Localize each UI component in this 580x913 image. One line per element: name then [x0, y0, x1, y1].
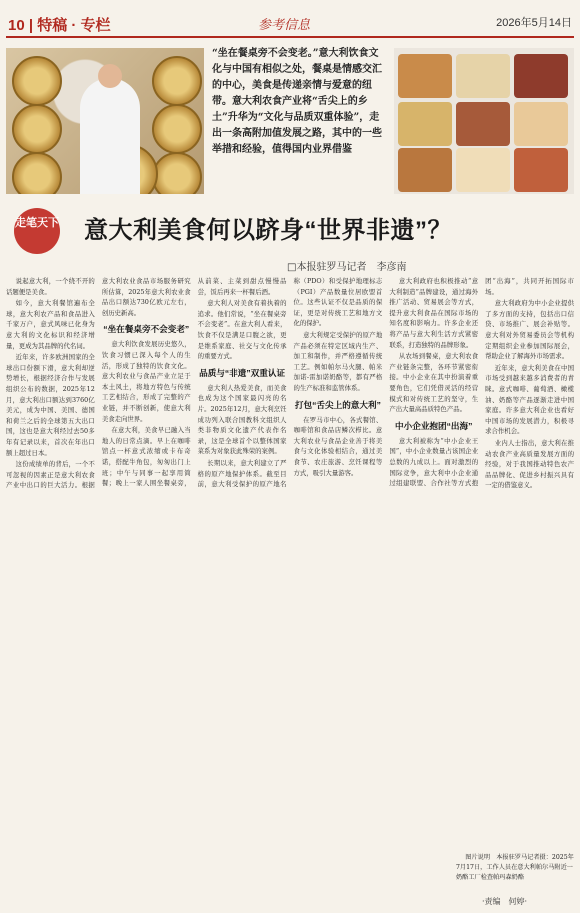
article-paragraph: 意大利人对美食有着执着的追求。他们常说，“坐在餐桌旁不会变老”。在意大利人看来，饮食不仅是满足口腹之欲，更是维系家庭、社交与文化传承的重要方式。 — [197, 299, 287, 361]
page-header — [0, 0, 580, 44]
page-section-label: 10 | 特稿 · 专栏 — [8, 17, 111, 34]
food-display-photo — [394, 48, 574, 194]
photo-caption: 图片说明 本报驻罗马记者摄：2025年7月17日，工作人员在意大利帕尔马附近一奶酪工厂检查帕玛森奶酪 — [456, 854, 574, 881]
section-heading: 打包“舌尖上的意大利” — [294, 399, 381, 410]
article-paragraph: 说起意大利，一个绕不开的话题便是美食。 — [6, 277, 95, 296]
article-paragraph: 长期以来，意大利建立了严格的原产地保护体系。截至目前，意大利受保护的原产地名称（PDO）和受保护地理标志（PGI）产品数量位居欧盟首位。这些认证不仅是品质的保证，更是对传统工艺和地方文化的保护。 — [197, 277, 383, 489]
byline: □本报驻罗马记者 李彦南 — [287, 262, 407, 273]
article-paragraph: 近年来，许多欧洲国家的全球出口份额下滑，意大利却逆势增长，根据经济合作与发展组织公布的数据，2025年12月，意大利出口额达到3760亿美元，成为中国、美国、德国和荷兰之后的全球第五大出口国，这也是意大利经过去50多年有记录以来，首次在年出口额上超过日本。 — [6, 353, 95, 457]
article-body — [6, 276, 574, 851]
article-paragraph: 意大利饮食发展历史悠久，饮食习惯已深入每个人的生活，形成了独特的饮食文化。意大利农业与食品产业立足于本土风土，将地方特色与传统工艺相结合，形成了完整的产业链，并不断创新，使意大利美食走向世界。 — [101, 340, 191, 423]
article-paragraph: 近年来，意大利美食在中国市场受到越来越多消费者的青睐。意式咖啡、葡萄酒、橄榄油、奶酪等产品逐渐走进中国家庭。许多意大利企业也看好中国市场的发展潜力，积极寻求合作机会。 — [485, 363, 574, 436]
headline: 意大利美食何以跻身“世界非遗”？ — [84, 217, 452, 244]
article-paragraph: 意大利政府也积极推动“意大利制造”品牌建设，通过海外推广活动、贸易展会等方式，提升意大利食品在国际市场的知名度和影响力。许多企业还将产品与意大利生活方式紧密联系，打造独特的品牌形象。 — [389, 277, 479, 349]
article-paragraph: 这份成绩单的背后，一个不可忽视的因素正是意大利农食产业中出口的巨大活力。根据意大利农业食品市场服务研究所估算，2025年意大利农业食品出口额达730亿欧元左右，创历史新高。 — [6, 277, 191, 490]
header-rule — [6, 36, 574, 38]
article-paragraph: 从农场到餐桌，意大利农食产业链条完整，各环节紧密衔接。中小企业在其中扮演着重要角色，它们凭借灵活的经营模式和对传统工艺的坚守，生产出大量高品质特色产品。 — [389, 352, 479, 414]
section-heading: 品质与“非遗”双重认证 — [199, 367, 286, 378]
article-paragraph: 在意大利，美食早已融入当地人的日常点滴。早上在咖啡馆点一杯意式浓缩或卡布奇诺，搭配牛角包，匆匆出门上班；中午与同事一起享用简餐；晚上一家人围坐餐桌旁，从前菜、主菜到甜点慢慢品尝，饭后再来一杯餐后酒。 — [101, 277, 287, 488]
issue-date: 2026年5月14日 — [496, 17, 572, 29]
editor-credit: ·责编 何婷· — [482, 897, 528, 906]
section-heading: 中小企业抱团“出海” — [395, 420, 473, 431]
worker-figure — [80, 78, 140, 194]
article-paragraph: 意大利政府为中小企业提供了多方面的支持，包括出口信贷、市场推广、展会补贴等。意大利对外贸易委员会等机构定期组织企业参加国际展会，帮助企业了解海外市场需求。 — [485, 299, 574, 361]
article-paragraph: 意大利人热爱美食，而美食也成为这个国家最闪亮的名片。2025年12月，意大利烹饪成功列入联合国教科文组织人类非物质文化遗产代表作名录，这是全球首个以整体国家菜系为对象获此殊荣的案例。 — [197, 383, 287, 456]
article-paragraph: 如今，意大利餐馆遍布全球，意大利农产品和食品进入千家万户，意式风味已化身为意大利的文化标识和经济增量，更成为其品牌的代名词。 — [6, 299, 95, 350]
article-paragraph: 意大利被称为“中小企业王国”，中小企业数量占该国企业总数的九成以上。面对激烈的国际竞争，意大利中小企业通过组建联盟、合作社等方式抱团“出海”，共同开拓国际市场。 — [389, 277, 574, 488]
section-heading: “坐在餐桌旁不会变老” — [103, 324, 190, 335]
cheese-factory-photo — [6, 48, 204, 194]
article-paragraph: 在罗马市中心，各式餐馆、咖啡馆和食品店鳞次栉比。意大利农业与食品企业善于将美食与文化体验相结合，通过美食节、农庄旅游、烹饪课程等方式，吸引大量游客。 — [293, 415, 383, 477]
column-stamp: 走笔天下 — [14, 208, 60, 254]
pull-quote: “坐在餐桌旁不会变老。”意大利饮食文化与中国有相似之处，餐桌是情感交汇的中心，美食是传递亲情与爱意的纽带。意大利农食产业将“舌尖上的乡土”升华为“文化与品质双重体验”，走出一条高附加值发展之路，其中的一些举措和经验，值得国内业界借鉴 — [212, 48, 382, 155]
article-paragraph: 意大利规定受保护的原产地产品必须在特定区域内生产、加工和制作，并严格遵循传统工艺。例如帕尔马火腿、帕米加诺-雷加诺奶酪等，都有严格的生产标准和监管体系。 — [293, 330, 383, 392]
article-paragraph: 业内人士指出，意大利在推动农食产业高质量发展方面的经验，对于我国推动特色农产品品牌化、促进乡村振兴具有一定的借鉴意义。 — [485, 438, 574, 490]
masthead-logo: 参考信息 — [258, 18, 311, 33]
